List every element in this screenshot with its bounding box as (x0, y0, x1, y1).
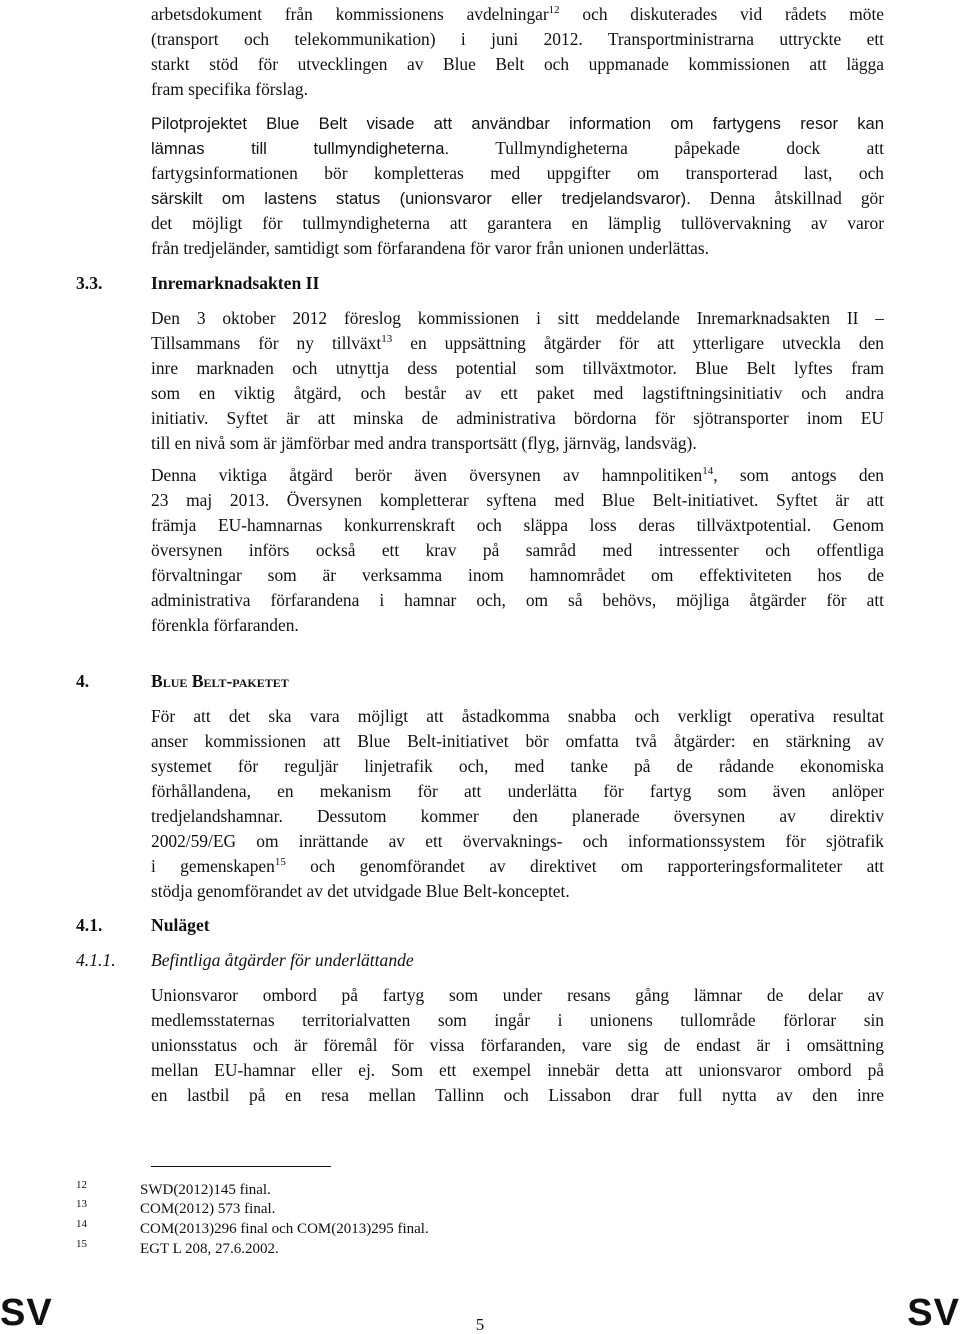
paragraph-hamnpolitik (151, 463, 884, 638)
text-line: översynen införs också ett krav på samråd med intressenter och offentliga (151, 540, 884, 560)
text-line: Pilotprojektet Blue Belt visade att användbar information om fartygens resor kan (151, 114, 884, 133)
footnote-ref-15: 15 (274, 856, 286, 869)
heading-number: 4.1.1. (76, 950, 116, 970)
footnote-number: 12 (76, 1179, 87, 1191)
section-heading-4-1 (76, 911, 876, 939)
heading-title: Blue Belt-paketet (151, 671, 289, 691)
text-line: 2002/59/EG om inrättande av ett övervaknings- och informationssystem för sjötrafik (151, 831, 884, 851)
text-line: det möjligt för tullmyndigheterna att garantera en lämplig tullövervakning av varor (151, 213, 884, 233)
text-line: fartygsinformationen bör kompletteras med uppgifter om transporterad last, och (151, 163, 884, 183)
text-span: och genomförandet av direktivet om rapporteringsformaliteter att (285, 856, 884, 876)
text-line: från tredjeländer, samtidigt som förfarandena för varor från unionen underlättas. (151, 238, 709, 258)
text-line (151, 463, 884, 488)
section-heading-4 (76, 667, 876, 695)
paragraph-paketet (151, 704, 884, 904)
text-line: anser kommissionen att Blue Belt-initiativet bör omfatta två åtgärder: en stärkning av (151, 731, 884, 751)
paragraph-unionsvaror (151, 983, 884, 1108)
text-line: tredjelandshamnar. Dessutom kommer den planerade översynen av direktiv (151, 806, 884, 826)
text-span: Tullmyndigheterna påpekade dock att (449, 138, 884, 158)
text-line: administrativa förfarandena i hamnar och, om så behövs, möjliga åtgärder för att (151, 590, 884, 610)
text-line: För att det ska vara möjligt att åstadkomma snabba och verkligt operativa resultat (151, 706, 884, 726)
paragraph-intro (151, 2, 884, 102)
footnote-number: 14 (76, 1218, 87, 1230)
heading-title: Befintliga åtgärder för underlättande (151, 950, 414, 970)
footnote-text: SWD(2012)145 final. (140, 1182, 271, 1198)
footer-language-left: SV (0, 1292, 53, 1334)
text-line: främja EU-hamnarnas konkurrenskraft och släppa loss deras tillväxtpotential. Genom (151, 515, 884, 535)
paragraph-pilot (151, 111, 884, 261)
heading-number: 4. (76, 671, 90, 691)
text-line: (transport och telekommunikation) i juni 2012. Transportministrarna uttryckte ett (151, 29, 884, 49)
text-line (151, 136, 884, 161)
text-span: , som antogs den (713, 465, 884, 485)
heading-number: 4.1. (76, 915, 103, 935)
text-line: medlemsstaternas territorialvatten som ingår i unionens tullområde förlorar sin (151, 1010, 884, 1030)
text-line: till en nivå som är jämförbar med andra transportsätt (flyg, järnväg, landsväg). (151, 433, 697, 453)
footnote-ref-12: 12 (548, 4, 560, 17)
text-line (151, 186, 884, 211)
footnote-text: COM(2012) 573 final. (140, 1201, 276, 1217)
text-line: initiativ. Syftet är att minska de administrativa bördorna för sjötransporter inom EU (151, 408, 884, 428)
text-line: unionsstatus och är föremål för vissa förfaranden, vare sig de endast är i omsättning (151, 1035, 884, 1055)
text-line (151, 2, 884, 27)
text-line: Unionsvaror ombord på fartyg som under resans gång lämnar de delar av (151, 985, 884, 1005)
text-line (151, 854, 884, 879)
heading-number: 3.3. (76, 273, 103, 293)
heading-title: Nuläget (151, 915, 210, 935)
text-line (151, 331, 884, 356)
footnote-text: EGT L 208, 27.6.2002. (140, 1241, 279, 1257)
footnote-number: 15 (76, 1238, 87, 1250)
text-line: en lastbil på en resa mellan Tallinn och Lissabon drar full nytta av den inre (151, 1085, 884, 1105)
text-line: förenkla förfaranden. (151, 615, 299, 635)
text-span: och diskuterades vid rådets möte (559, 4, 884, 24)
footnote-ref-13: 13 (381, 333, 393, 346)
footnote-text: COM(2013)296 final och COM(2013)295 final. (140, 1221, 429, 1237)
text-line: som en viktig åtgärd, och består av ett paket med lagstiftningsinitiativ och andra (151, 383, 884, 403)
text-span: arbetsdokument från kommissionens avdelningar (151, 4, 549, 24)
text-line: systemet för reguljär linjetrafik och, med tanke på de rådande ekonomiska (151, 756, 884, 776)
section-heading-3-3 (76, 269, 876, 297)
text-line: mellan EU-hamnar eller ej. Som ett exempel innebär detta att unionsvaror ombord på (151, 1060, 884, 1080)
text-line: inre marknaden och utnyttja dess potential som tillväxtmotor. Blue Belt lyftes fram (151, 358, 884, 378)
heading-title: Inremarknadsakten II (151, 273, 320, 293)
paragraph-inremarknadsakten (151, 306, 884, 456)
footnote-ref-14: 14 (702, 465, 714, 478)
text-line: förvaltningar som är verksamma inom hamnområdet om effektiviteten hos de (151, 565, 884, 585)
text-line: starkt stöd för utvecklingen av Blue Belt och uppmanade kommissionen att lägga (151, 54, 884, 74)
footnote-number: 13 (76, 1198, 87, 1210)
text-line: fram specifika förslag. (151, 79, 308, 99)
page-number: 5 (475, 1315, 485, 1334)
section-heading-4-1-1 (76, 946, 876, 974)
text-line: Den 3 oktober 2012 föreslog kommissionen i sitt meddelande Inremarknadsakten II – (151, 308, 884, 328)
text-span: särskilt om lastens status (unionsvaror eller tredjelandsvaror). (151, 189, 691, 208)
footnote-separator (151, 1166, 331, 1167)
text-line: förhållandena, en mekanism för att underlätta för fartyg som även anlöper (151, 781, 884, 801)
footer-language-right: SV (907, 1292, 960, 1334)
text-span: Tillsammans för ny tillväxt (151, 333, 382, 353)
text-span: i gemenskapen (151, 856, 275, 876)
text-span: Denna viktiga åtgärd berör även översynen av hamnpolitiken (151, 465, 703, 485)
text-span: en uppsättning åtgärder för att ytterligare utveckla den (392, 333, 884, 353)
text-span: lämnas till tullmyndigheterna. (151, 139, 450, 158)
text-line: stödja genomförandet av det utvidgade Blue Belt-konceptet. (151, 881, 570, 901)
text-line: 23 maj 2013. Översynen kompletterar syftena med Blue Belt-initiativet. Syftet är att (151, 490, 884, 510)
text-span: Denna åtskillnad gör (690, 188, 884, 208)
